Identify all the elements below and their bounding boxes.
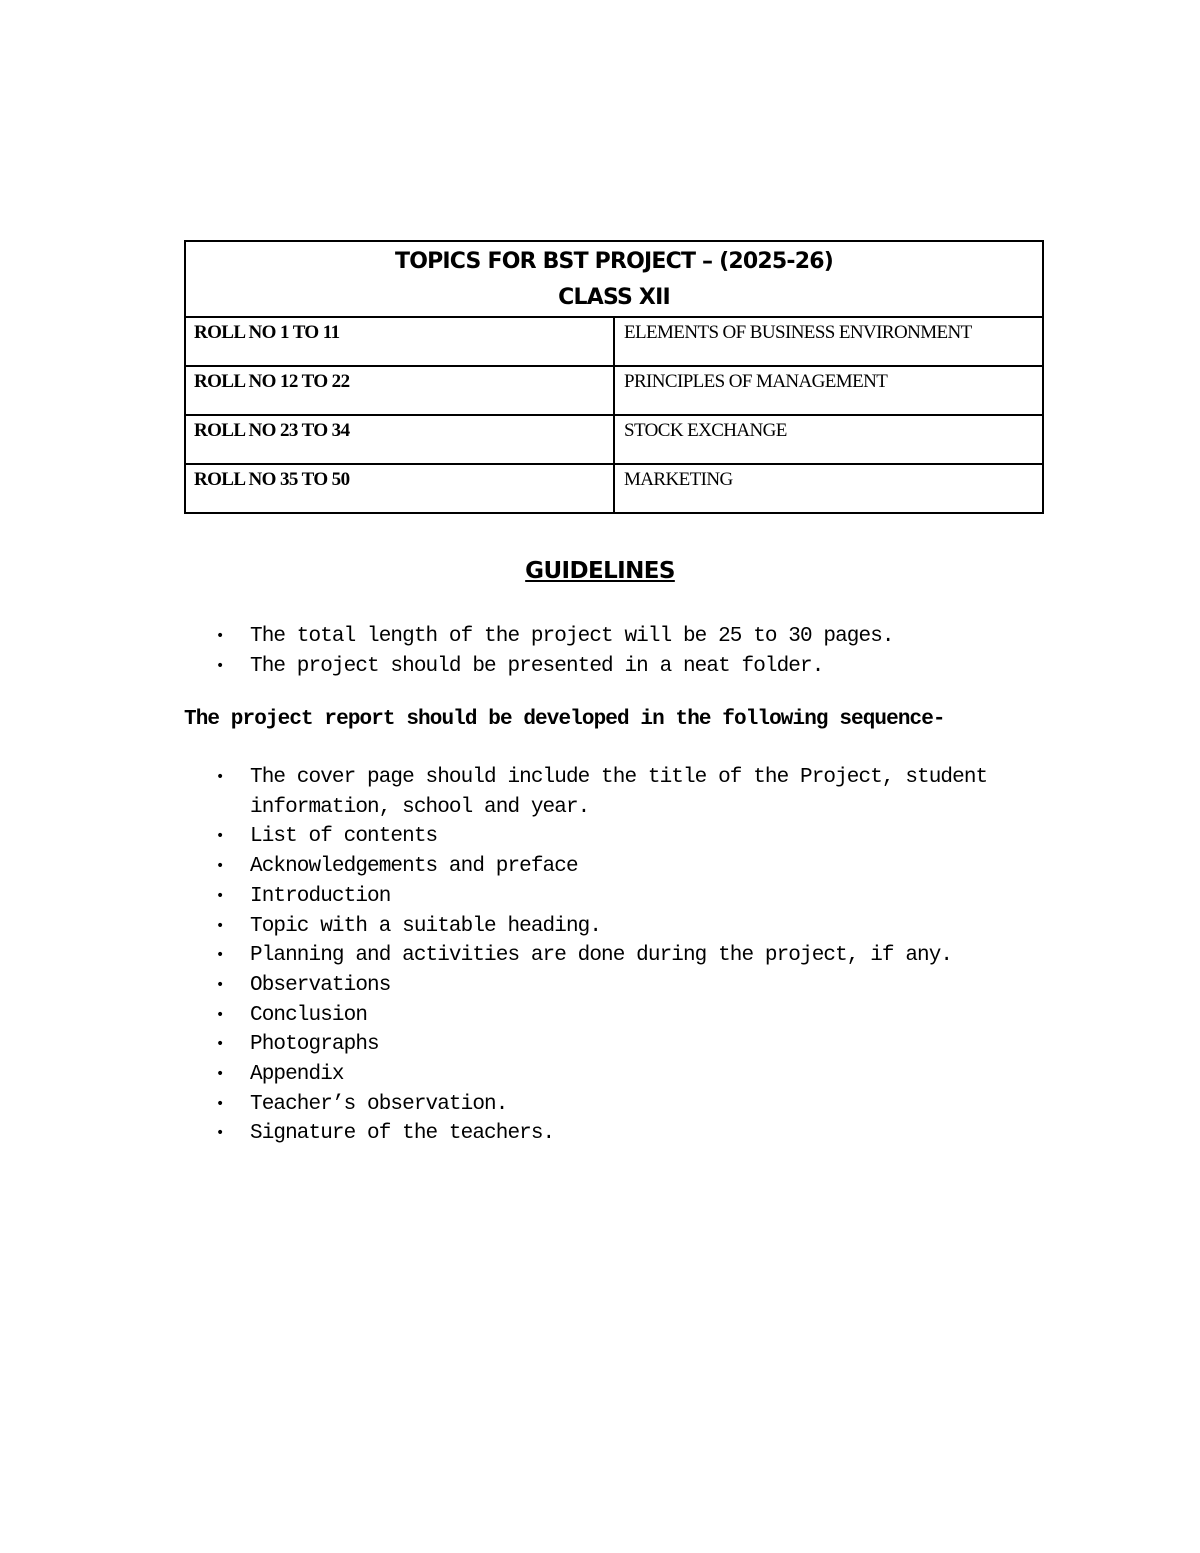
list-item-text: Introduction bbox=[250, 884, 391, 908]
list-item-text: The total length of the project will be 25 to 30 pages. bbox=[250, 625, 894, 648]
roll-range-cell: ROLL NO 35 TO 50 bbox=[185, 464, 614, 513]
list-item bbox=[214, 763, 1010, 822]
table-title-row bbox=[185, 241, 1043, 317]
topic-cell: MARKETING bbox=[614, 464, 1043, 513]
table-title: TOPICS FOR BST PROJECT – (2025-26) bbox=[394, 249, 834, 274]
table-row bbox=[185, 366, 1043, 415]
table-row bbox=[185, 464, 1043, 513]
bullet-icon: • bbox=[216, 917, 224, 934]
list-item bbox=[214, 652, 1010, 682]
topics-table bbox=[184, 240, 1044, 514]
list-item-text: Appendix bbox=[250, 1063, 344, 1087]
table-title-cell bbox=[185, 241, 1043, 317]
list-item-text: Conclusion bbox=[250, 1003, 368, 1027]
bullet-icon: • bbox=[216, 657, 224, 674]
roll-range-cell: ROLL NO 23 TO 34 bbox=[185, 415, 614, 464]
list-item-text: Acknowledgements and preface bbox=[250, 855, 578, 879]
list-item bbox=[214, 852, 1010, 882]
list-item-text: The project should be presented in a neat folder. bbox=[250, 654, 824, 678]
list-item-text: Topic with a suitable heading. bbox=[250, 914, 602, 938]
list-item bbox=[214, 882, 1010, 912]
table-row bbox=[185, 317, 1043, 366]
bullet-icon: • bbox=[216, 976, 224, 993]
list-item-text: Signature of the teachers. bbox=[250, 1122, 555, 1146]
list-item-text: List of contents bbox=[250, 825, 438, 849]
general-guidelines-list bbox=[214, 622, 1010, 681]
topic-cell: ELEMENTS OF BUSINESS ENVIRONMENT bbox=[614, 317, 1043, 366]
sequence-list bbox=[214, 763, 1010, 1149]
list-item bbox=[214, 971, 1010, 1001]
bullet-icon: • bbox=[216, 887, 224, 904]
bullet-icon: • bbox=[216, 858, 224, 875]
bullet-icon: • bbox=[216, 1036, 224, 1053]
bullet-icon: • bbox=[216, 1095, 224, 1112]
topic-cell: PRINCIPLES OF MANAGEMENT bbox=[614, 366, 1043, 415]
list-item bbox=[214, 1090, 1010, 1120]
bullet-icon: • bbox=[216, 1066, 224, 1083]
bullet-icon: • bbox=[216, 1006, 224, 1023]
list-item bbox=[214, 941, 1010, 971]
guidelines-heading: GUIDELINES bbox=[525, 558, 675, 584]
table-subtitle: CLASS XII bbox=[558, 285, 670, 310]
list-item bbox=[214, 1001, 1010, 1031]
list-item bbox=[214, 822, 1010, 852]
list-item-text: The cover page should include the title of the Project, student information, school and year. bbox=[250, 766, 988, 819]
roll-range-cell: ROLL NO 1 TO 11 bbox=[185, 317, 614, 366]
table-row bbox=[185, 415, 1043, 464]
list-item-text: Observations bbox=[250, 973, 391, 997]
list-item-text: Photographs bbox=[250, 1033, 379, 1057]
list-item bbox=[214, 1030, 1010, 1060]
bullet-icon: • bbox=[216, 828, 224, 845]
roll-range-cell: ROLL NO 12 TO 22 bbox=[185, 366, 614, 415]
list-item-text: Planning and activities are done during the project, if any. bbox=[250, 944, 953, 968]
list-item-text: Teacher’s observation. bbox=[250, 1092, 508, 1116]
bullet-icon: • bbox=[216, 1125, 224, 1142]
bullet-icon: • bbox=[216, 628, 224, 644]
list-item bbox=[214, 1060, 1010, 1090]
bullet-icon: • bbox=[216, 947, 224, 964]
bullet-icon: • bbox=[216, 769, 224, 785]
list-item bbox=[214, 1119, 1010, 1149]
list-item bbox=[214, 912, 1010, 942]
sequence-heading: The project report should be developed in the following sequence- bbox=[184, 708, 945, 731]
topic-cell: STOCK EXCHANGE bbox=[614, 415, 1043, 464]
list-item bbox=[214, 622, 1010, 652]
